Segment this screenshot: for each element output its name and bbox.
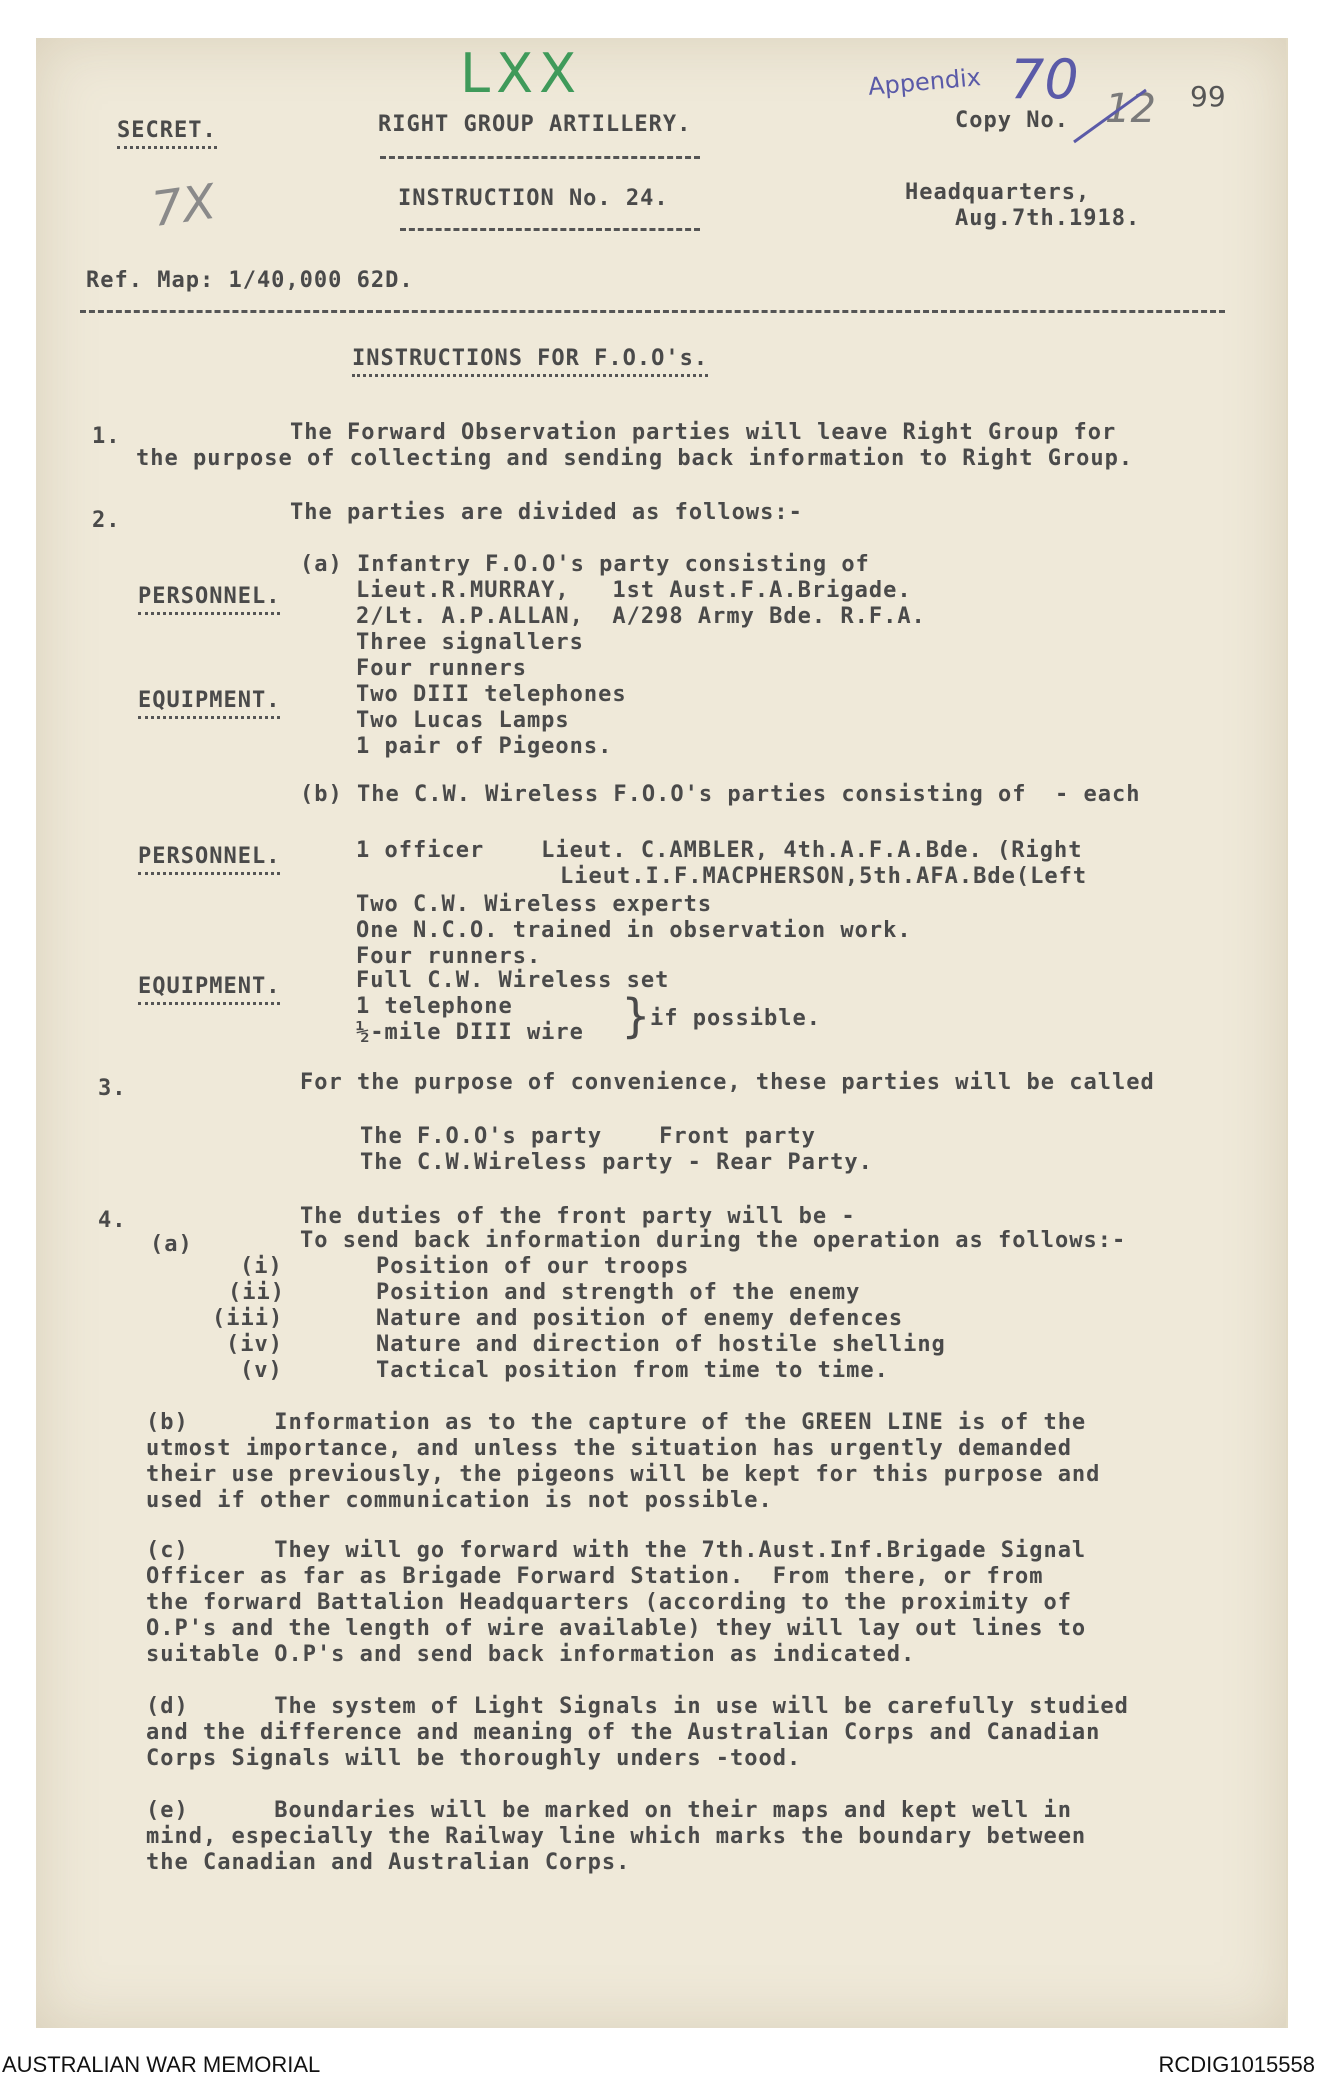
para4-intro: The duties of the front party will be - xyxy=(300,1204,856,1229)
para4b-line: utmost importance, and unless the situation has urgently demanded xyxy=(146,1436,1072,1461)
list-item-num: (iii) xyxy=(212,1306,284,1331)
para2b-equipment-note: if possible. xyxy=(650,1006,821,1031)
para2a-personnel-3: Three signallers xyxy=(356,630,584,655)
para4c-line: suitable O.P's and send back information as indicated. xyxy=(146,1642,916,1667)
para4d-line: Corps Signals will be thoroughly unders -tood. xyxy=(146,1746,802,1771)
para2a-personnel-2: 2/Lt. A.P.ALLAN, A/298 Army Bde. R.F.A. xyxy=(356,604,926,629)
appendix-number: 70 xyxy=(1010,48,1079,111)
para4b-line: used if other communication is not possible. xyxy=(146,1488,773,1513)
list-item-text: Nature and position of enemy defences xyxy=(376,1306,904,1331)
copy-number-stamped: 99 xyxy=(1190,80,1226,113)
para2b-personnel-3: Two C.W. Wireless experts xyxy=(356,892,713,917)
handwritten-margin-mark: 7X xyxy=(148,173,220,239)
handwritten-lxx: LXX xyxy=(460,42,583,105)
para2-number: 2. xyxy=(92,508,121,533)
para2b-personnel-2: Lieut.I.F.MACPHERSON,5th.AFA.Bde(Left xyxy=(560,864,1088,889)
para2a-heading: (a) Infantry F.O.O's party consisting of xyxy=(300,552,870,577)
para4-number: 4. xyxy=(98,1208,127,1233)
para2a-personnel-1: Lieut.R.MURRAY, 1st Aust.F.A.Brigade. xyxy=(356,578,912,603)
para1-line2: the purpose of collecting and sending back information to Right Group. xyxy=(136,446,1134,471)
equipment-label-b: EQUIPMENT. xyxy=(138,974,280,1005)
document-title: RIGHT GROUP ARTILLERY. xyxy=(378,112,692,137)
list-item-text: Position of our troops xyxy=(376,1254,690,1279)
instruction-underline xyxy=(400,228,700,231)
headquarters-line: Headquarters, xyxy=(905,180,1091,205)
para4a-label: (a) xyxy=(150,1232,193,1257)
equipment-label-a: EQUIPMENT. xyxy=(138,688,280,719)
para4c-line: O.P's and the length of wire available) they will lay out lines to xyxy=(146,1616,1087,1641)
list-item-num: (v) xyxy=(240,1358,283,1383)
list-item-text: Tactical position from time to time. xyxy=(376,1358,889,1383)
date-line: Aug.7th.1918. xyxy=(955,206,1141,231)
equipment-bracket: } xyxy=(622,989,650,1043)
para2a-equipment-1: Two DIII telephones xyxy=(356,682,627,707)
reference-map: Ref. Map: 1/40,000 62D. xyxy=(86,268,414,293)
appendix-stamp: Appendix xyxy=(866,63,982,101)
para3-line2: The F.O.O's party Front party xyxy=(360,1124,816,1149)
copy-number-handwritten: 12 xyxy=(1105,86,1156,132)
para2a-personnel-4: Four runners xyxy=(356,656,527,681)
header-divider xyxy=(80,310,1225,313)
footer-archive-name: AUSTRALIAN WAR MEMORIAL xyxy=(2,2052,321,2077)
para4e-line: (e) Boundaries will be marked on their maps and kept well in xyxy=(146,1798,1072,1823)
para4c-line: the forward Battalion Headquarters (according to the proximity of xyxy=(146,1590,1072,1615)
title-underline xyxy=(380,156,700,159)
para1-number: 1. xyxy=(92,424,121,449)
para4e-line: mind, especially the Railway line which marks the boundary between xyxy=(146,1824,1087,1849)
para4b-line: their use previously, the pigeons will be kept for this purpose and xyxy=(146,1462,1101,1487)
para3-number: 3. xyxy=(98,1076,127,1101)
para4c-line: (c) They will go forward with the 7th.Aust.Inf.Brigade Signal xyxy=(146,1538,1087,1563)
para3-line1: For the purpose of convenience, these parties will be called xyxy=(300,1070,1155,1095)
para4d-line: (d) The system of Light Signals in use will be carefully studied xyxy=(146,1694,1129,1719)
personnel-label-b: PERSONNEL. xyxy=(138,844,280,875)
para4a-text: To send back information during the operation as follows:- xyxy=(300,1228,1127,1253)
footer-record-id: RCDIG1015558 xyxy=(1158,2052,1315,2077)
list-item-num: (ii) xyxy=(228,1280,285,1305)
para2a-equipment-3: 1 pair of Pigeons. xyxy=(356,734,613,759)
para4b-line: (b) Information as to the capture of the GREEN LINE is of the xyxy=(146,1410,1087,1435)
secret-label: SECRET. xyxy=(117,118,217,149)
section-heading: INSTRUCTIONS FOR F.O.O's. xyxy=(352,346,708,377)
para2b-equipment-1: Full C.W. Wireless set xyxy=(356,968,670,993)
para2a-equipment-2: Two Lucas Lamps xyxy=(356,708,570,733)
list-item-num: (i) xyxy=(240,1254,283,1279)
list-item-num: (iv) xyxy=(226,1332,283,1357)
strike-mark xyxy=(1070,86,1150,146)
para2b-personnel-5: Four runners. xyxy=(356,944,542,969)
para1-line1: The Forward Observation parties will leave Right Group for xyxy=(290,420,1117,445)
para3-line3: The C.W.Wireless party - Rear Party. xyxy=(360,1150,873,1175)
para2b-personnel-4: One N.C.O. trained in observation work. xyxy=(356,918,912,943)
para4d-line: and the difference and meaning of the Australian Corps and Canadian xyxy=(146,1720,1101,1745)
para4c-line: Officer as far as Brigade Forward Station. From there, or from xyxy=(146,1564,1044,1589)
list-item-text: Position and strength of the enemy xyxy=(376,1280,861,1305)
copy-label: Copy No. xyxy=(955,108,1069,133)
para2b-equipment-3: ½-mile DIII wire xyxy=(356,1020,584,1045)
para2-intro: The parties are divided as follows:- xyxy=(290,500,803,525)
para2b-equipment-2: 1 telephone xyxy=(356,994,513,1019)
para2b-personnel-1: 1 officer Lieut. C.AMBLER, 4th.A.F.A.Bde. (Right xyxy=(356,838,1083,863)
para2b-heading: (b) The C.W. Wireless F.O.O's parties consisting of - each xyxy=(300,782,1141,807)
personnel-label-a: PERSONNEL. xyxy=(138,584,280,615)
list-item-text: Nature and direction of hostile shelling xyxy=(376,1332,946,1357)
para4e-line: the Canadian and Australian Corps. xyxy=(146,1850,631,1875)
instruction-number: INSTRUCTION No. 24. xyxy=(398,186,669,211)
